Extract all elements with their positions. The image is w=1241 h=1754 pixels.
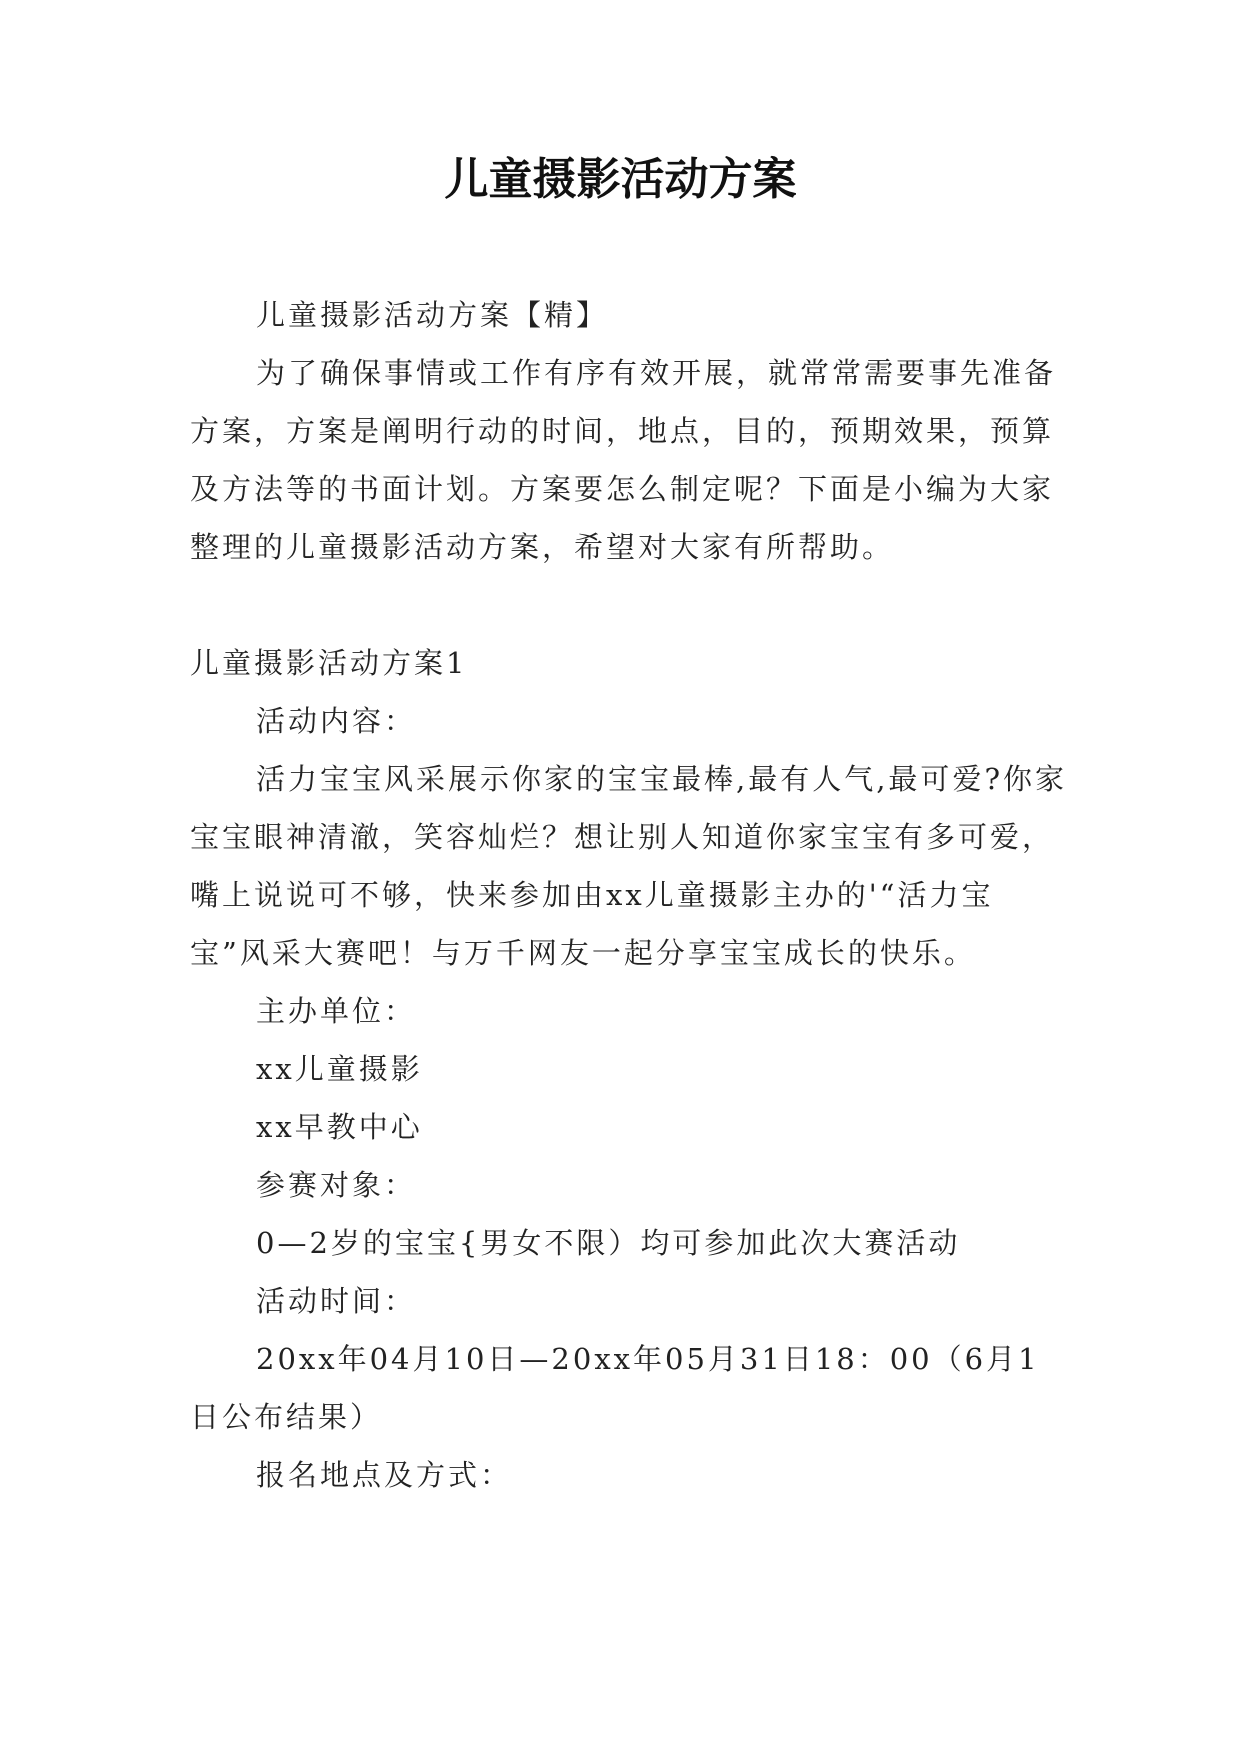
registration-label: 报名地点及方式： (256, 1458, 513, 1492)
activity-content-label: 活动内容： (256, 704, 417, 738)
organizer-item: xx儿童摄影 (256, 1052, 423, 1086)
section-heading: 儿童摄影活动方案1 (190, 646, 468, 680)
activity-time-label: 活动时间： (256, 1284, 417, 1318)
activity-time-text: 20xx年04月10日—20xx年05月31日18：00（6月1日公布结果） (190, 1342, 1040, 1434)
intro-heading: 儿童摄影活动方案【精】 (256, 298, 609, 332)
organizer-label: 主办单位： (256, 994, 417, 1028)
activity-content-paragraph: 活力宝宝风采展示你家的宝宝最棒,最有人气,最可爱?你家宝宝眼神清澈，笑容灿烂？想让别人知道你家宝宝有多可爱，嘴上说说可不够，快来参加由xx儿童摄影主办的'“活力宝宝”风采大赛吧！与万千网友一起分享宝宝成长的快乐。 (190, 762, 1067, 970)
organizer-item: xx早教中心 (256, 1110, 423, 1144)
participants-label: 参赛对象： (256, 1168, 417, 1202)
intro-paragraph: 为了确保事情或工作有序有效开展，就常常需要事先准备方案，方案是阐明行动的时间，地点，目的，预期效果，预算及方法等的书面计划。方案要怎么制定呢？下面是小编为大家整理的儿童摄影活动方案，希望对大家有所帮助。 (190, 356, 1057, 564)
document-body (190, 286, 1070, 1504)
participants-text: 0—2岁的宝宝{男女不限）均可参加此次大赛活动 (256, 1226, 961, 1260)
document-title: 儿童摄影活动方案 (444, 154, 797, 205)
